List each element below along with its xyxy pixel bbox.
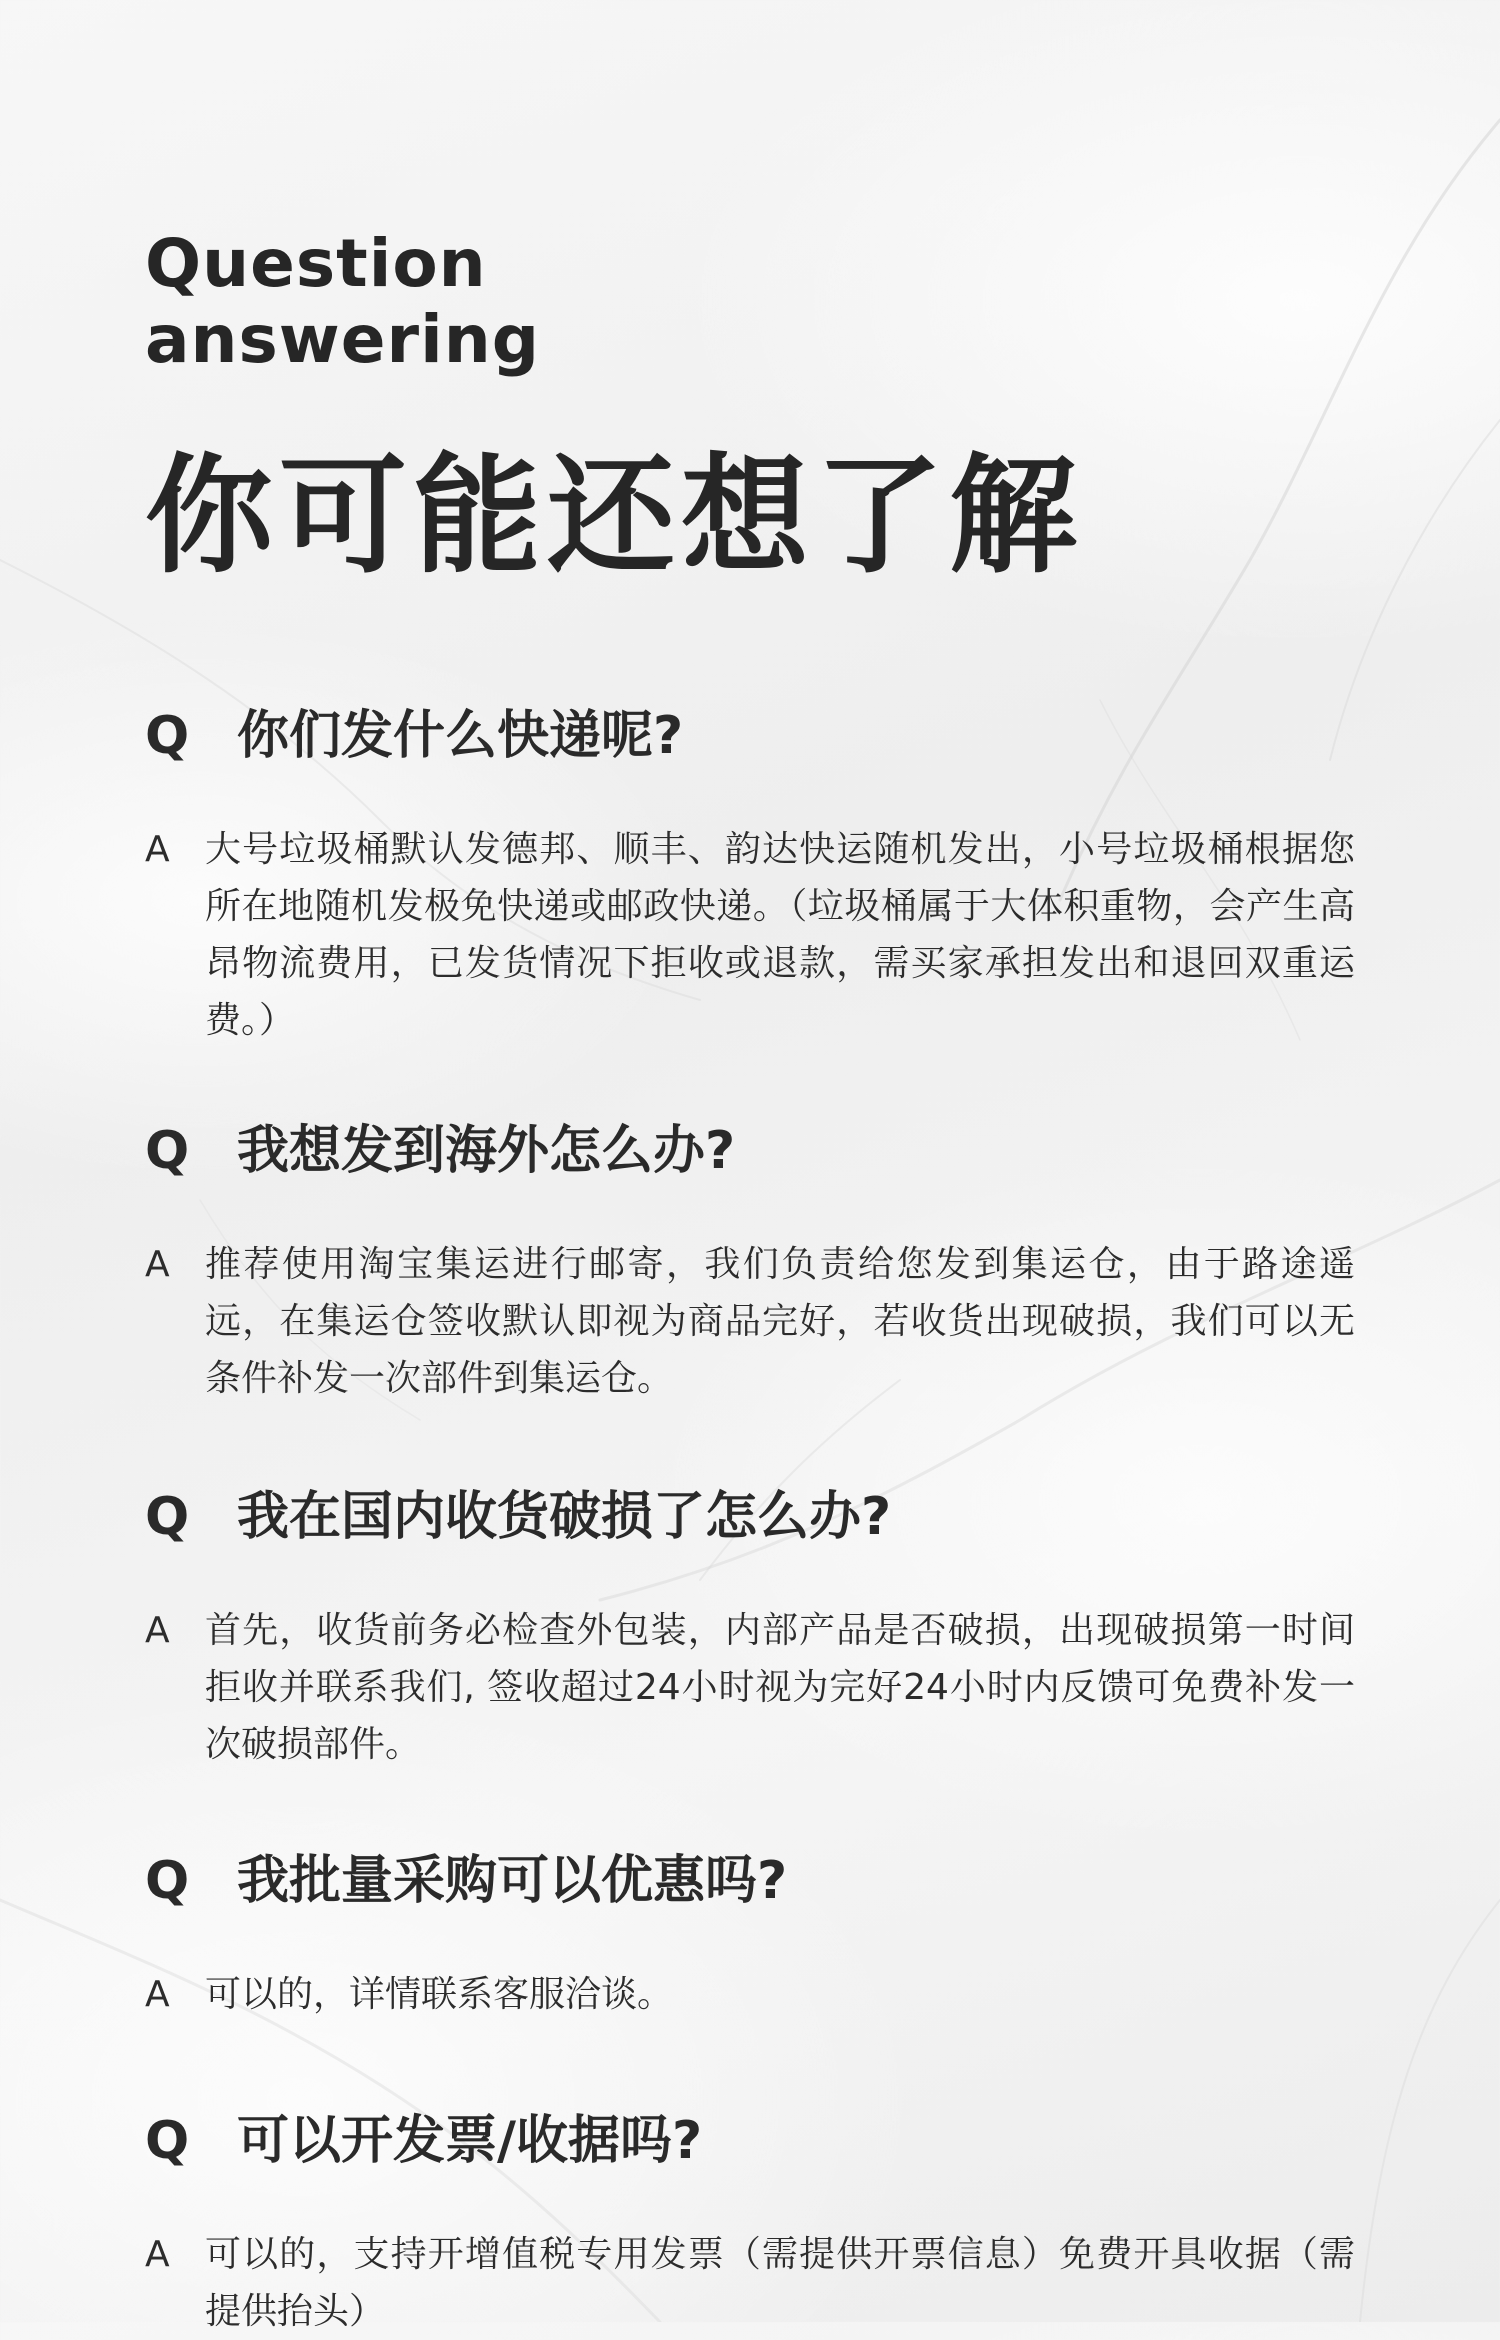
question-text: 我批量采购可以优惠吗?	[237, 1851, 788, 1911]
question-marker: Q	[145, 2111, 190, 2171]
answer-text: 推荐使用淘宝集运进行邮寄，我们负责给您发到集运仓，由于路途遥远，在集运仓签收默认即视为商品完好，若收货出现破损，我们可以无条件补发一次部件到集运仓。	[205, 1244, 1355, 1399]
answer-marker: A	[145, 2234, 170, 2275]
question-row	[145, 1482, 1365, 1552]
question-text: 我想发到海外怎么办?	[237, 1121, 736, 1181]
answer-row	[145, 821, 1365, 1049]
question-text: 你们发什么快递呢?	[237, 706, 684, 766]
title-english-line2: answering	[145, 301, 540, 378]
question-text: 我在国内收货破损了怎么办?	[237, 1487, 892, 1547]
answer-row	[145, 1236, 1365, 1407]
faq-item-4	[145, 1846, 1365, 2023]
answer-row	[145, 2226, 1365, 2340]
title-chinese: 你可能还想了解	[145, 442, 1084, 591]
answer-marker: A	[145, 1974, 170, 2015]
answer-marker: A	[145, 1244, 170, 1285]
answer-marker: A	[145, 829, 170, 870]
answer-text: 首先，收货前务必检查外包装，内部产品是否破损，出现破损第一时间拒收并联系我们, 签收超过24小时视为完好24小时内反馈可免费补发一次破损部件。	[205, 1610, 1355, 1765]
faq-item-2	[145, 1116, 1365, 1407]
question-row	[145, 1116, 1365, 1186]
faq-item-3	[145, 1482, 1365, 1773]
answer-text: 大号垃圾桶默认发德邦、顺丰、韵达快运随机发出，小号垃圾桶根据您所在地随机发极免快递或邮政快递。（垃圾桶属于大体积重物，会产生高昂物流费用，已发货情况下拒收或退款，需买家承担发出和退回双重运费。）	[205, 829, 1355, 1041]
title-english	[145, 226, 540, 378]
answer-text: 可以的，详情联系客服洽谈。	[205, 1974, 674, 2015]
question-marker: Q	[145, 706, 190, 766]
question-row	[145, 701, 1365, 771]
title-english-line1: Question	[145, 225, 487, 302]
question-marker: Q	[145, 1487, 190, 1547]
answer-row	[145, 1602, 1365, 1773]
question-row	[145, 1846, 1365, 1916]
answer-text: 可以的，支持开增值税专用发票（需提供开票信息）免费开具收据（需提供抬头）	[205, 2234, 1355, 2332]
question-row	[145, 2106, 1365, 2176]
faq-item-5	[145, 2106, 1365, 2340]
question-marker: Q	[145, 1121, 190, 1181]
question-text: 可以开发票/收据吗?	[237, 2111, 703, 2171]
faq-item-1	[145, 701, 1365, 1049]
answer-marker: A	[145, 1610, 170, 1651]
question-marker: Q	[145, 1851, 190, 1911]
answer-row	[145, 1966, 1365, 2023]
